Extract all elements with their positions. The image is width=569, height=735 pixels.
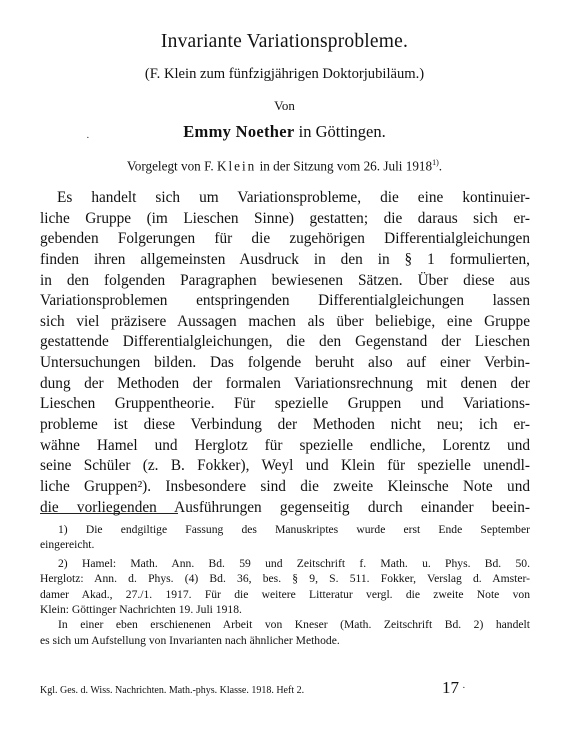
presented-footnote-ref: 1)	[432, 158, 439, 167]
footnote-2-line: damer Akad., 27./1. 1917. Für die weitere Litteratur vergl. die zweite Note von	[40, 587, 530, 601]
journal-citation: Kgl. Ges. d. Wiss. Nachrichten. Math.-phys. Klasse. 1918. Heft 2.	[40, 685, 305, 696]
footnote-3-line: In einer eben erschienenen Arbeit von Kneser (Math. Zeitschrift Bd. 2) handelt	[58, 618, 530, 632]
footnote-1-line: eingereicht.	[40, 538, 95, 552]
footnote-1-line: 1) Die endgiltige Fassung des Manuskriptes wurde erst Ende September	[58, 523, 530, 536]
page-number: 17	[442, 678, 459, 697]
body-line: gestattende Differentialgleichungen, die den Gegenstand der Lieschen	[40, 333, 530, 351]
presented-line	[0, 158, 569, 174]
author-name: Emmy Noether	[183, 122, 295, 141]
footnotes	[40, 522, 530, 648]
body-line: die vorliegenden Ausführungen gegenseitig durch einander beein-	[40, 498, 530, 516]
body-line: finden ihren allgemeinsten Ausdruck in den in § 1 formulierten,	[40, 250, 530, 268]
footnote-3-line: es sich um Aufstellung von Invarianten nach ähnlicher Methode.	[40, 633, 340, 647]
footnote-divider	[40, 513, 178, 514]
scan-speck: ·	[86, 132, 90, 144]
body-line: probleme ist diese Verbindung der Methoden nicht neu; ich er-	[40, 416, 530, 434]
author-place: in Göttingen.	[298, 122, 386, 141]
presented-name: Klein	[216, 158, 257, 174]
footnote-2-line: Klein: Göttinger Nachrichten 19. Juli 1918.	[40, 602, 242, 616]
body-line: gebenden Folgerungen für die zugehörigen Differentialgleichungen	[40, 230, 530, 248]
body-line: Lieschen Gruppentheorie. Für spezielle Gruppen und Variations-	[40, 395, 530, 413]
body-line: Es handelt sich um Variationsprobleme, die eine kontinuier-	[57, 189, 530, 206]
body-line: Variationsproblemen entspringenden Differentialgleichungen lassen	[40, 292, 530, 310]
presented-suffix: in der Sitzung vom 26. Juli 1918	[259, 158, 433, 174]
body-line: Untersuchungen bilden. Das folgende beruht also auf einer Verbin-	[40, 354, 530, 372]
body-line: sich viel präzisere Aussagen machen als über beliebige, eine Gruppe	[40, 312, 530, 330]
body-line: in den folgenden Paragraphen bewiesenen Sätzen. Über diese aus	[40, 271, 530, 289]
paper-subtitle: (F. Klein zum fünfzigjährigen Doktorjubiläum.)	[144, 66, 425, 82]
paper-title: Invariante Variationsprobleme.	[160, 31, 409, 52]
footnote-2-line: Herglotz: Ann. d. Phys. (4) Bd. 36, bes. § 9, S. 511. Fokker, Verslag d. Amster-	[40, 572, 530, 586]
presented-prefix: Vorgelegt von F.	[126, 158, 214, 174]
body-line: liche Gruppen²). Insbesondere sind die zweite Kleinsche Note und	[40, 477, 530, 495]
body-line: seine Schüler (z. B. Fokker), Weyl und Klein für spezielle unendl-	[40, 457, 530, 475]
footnote-2-line: 2) Hamel: Math. Ann. Bd. 59 und Zeitschrift f. Math. u. Phys. Bd. 50.	[58, 556, 530, 570]
presented-end: .	[438, 158, 443, 174]
body-line: wähne Hamel und Herglotz für spezielle endliche, Lorentz und	[40, 436, 530, 454]
by-line-von: Von	[274, 98, 295, 113]
body-line: liche Gruppe (im Lieschen Sinne) gestatten; die daraus sich er-	[40, 209, 530, 227]
body-line: dung der Methoden der formalen Variationsrechnung mit denen der	[40, 374, 530, 392]
scan-speck: ·	[462, 682, 466, 694]
body-text	[40, 188, 530, 518]
